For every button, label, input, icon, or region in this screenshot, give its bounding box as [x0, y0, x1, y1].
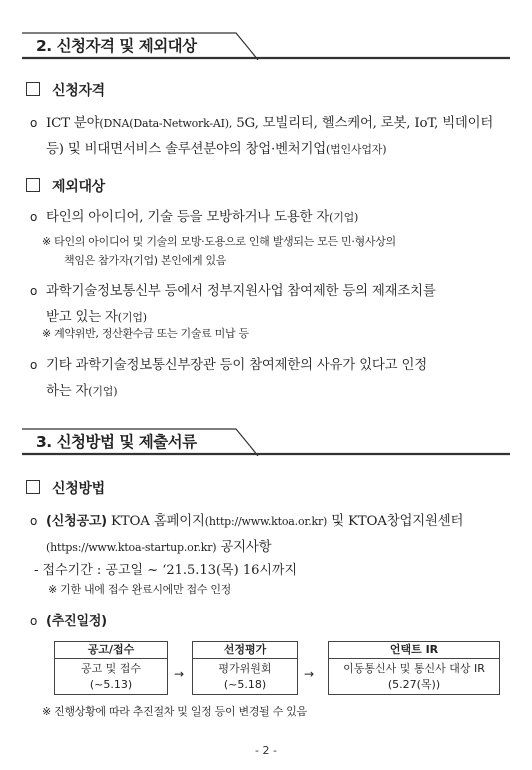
exclusion-bullet-1 — [30, 204, 502, 231]
exclusion-bullet3-small: (기업) — [88, 385, 118, 398]
note-mark: ※ — [42, 705, 51, 718]
schedule-header: 공고/접수 — [55, 642, 167, 659]
exclusion-note2-text: 계약위반, 정산환수금 또는 기술료 미납 등 — [54, 327, 249, 340]
subsection-method — [26, 478, 105, 498]
section-2-header — [22, 30, 510, 60]
schedule-box-announce — [54, 641, 168, 695]
eligibility-line2-small: (법인사업자) — [326, 143, 387, 156]
exclusion-bullet1-small: (기업) — [329, 211, 359, 224]
arrow-icon: → — [174, 667, 185, 681]
exclusion-bullet3-line1: 기타 과학기술정보통신부장관 등이 참여제한의 사유가 있다고 인정 — [46, 358, 427, 373]
bullet-mark: o — [30, 210, 38, 224]
period-note-text: 기한 내에 접수 완료시에만 접수 인정 — [60, 583, 231, 596]
schedule-box-ir — [328, 641, 500, 695]
exclusion-bullet1-text: 타인의 아이디어, 기술 등을 모방하거나 도용한 자 — [46, 210, 330, 225]
exclusion-note1-line1: 타인의 아이디어 및 기술의 모방·도용으로 인해 발생되는 모든 민·형사상의 — [54, 235, 396, 248]
announce-url1: (http://www.ktoa.or.kr) — [204, 515, 328, 528]
schedule-header: 선정평가 — [193, 642, 297, 659]
note-mark: ※ — [48, 583, 57, 596]
eligibility-line1-pre: ICT 분야 — [46, 116, 100, 131]
schedule-line1: 이동통신사 및 통신사 대상 IR — [343, 662, 485, 675]
announce-line2-post: 공지사항 — [216, 540, 272, 555]
exclusion-bullet-3 — [30, 352, 502, 405]
eligibility-bullet — [30, 110, 502, 163]
eligibility-line2-pre: 등) 및 비대면서비스 솔루션분야의 창업·벤처기업 — [46, 142, 327, 157]
subsection-eligibility — [26, 80, 105, 100]
note-mark: ※ — [42, 327, 51, 340]
announcement-bullet — [30, 508, 502, 561]
exclusion-bullet3-line2: 하는 자 — [46, 384, 89, 399]
checkbox-square-icon — [26, 178, 40, 192]
exclusion-label: 제외대상 — [52, 179, 105, 195]
bullet-mark: o — [30, 614, 38, 628]
section-2-title: 2. 신청자격 및 제외대상 — [36, 37, 197, 55]
schedule-note — [42, 702, 502, 721]
schedule-line2: (~5.18) — [223, 678, 267, 691]
section-3-header — [22, 426, 510, 456]
checkbox-square-icon — [26, 480, 40, 494]
exclusion-note1-line2: 책임은 참가자(기업) 본인에게 있음 — [64, 254, 227, 267]
method-label: 신청방법 — [52, 481, 105, 497]
schedule-box-evaluation — [192, 641, 298, 695]
bullet-mark: o — [30, 284, 38, 298]
schedule-header: 언택트 IR — [329, 642, 499, 659]
section-3-title: 3. 신청방법 및 제출서류 — [36, 433, 197, 451]
schedule-bullet — [30, 608, 502, 635]
schedule-line1: 공고 및 접수 — [80, 662, 142, 675]
schedule-note-text: 진행상황에 따라 추진절차 및 일정 등이 변경될 수 있음 — [54, 705, 307, 718]
bullet-mark: o — [30, 116, 38, 130]
page-number: - 2 - — [255, 744, 277, 757]
eligibility-label: 신청자격 — [52, 83, 105, 99]
exclusion-note-2 — [42, 324, 502, 343]
note-mark: ※ — [42, 235, 51, 248]
schedule-label: (추진일정) — [46, 614, 107, 629]
announce-line1: KTOA 홈페이지 — [106, 514, 205, 529]
schedule-line2: (~5.13) — [89, 678, 133, 691]
bullet-mark: o — [30, 358, 38, 372]
exclusion-bullet2-line1: 과학기술정보통신부 등에서 정부지원사업 참여제한 등의 제재조치를 — [46, 284, 436, 299]
bullet-mark: o — [30, 514, 38, 528]
schedule-line2: (5.27(목)) — [387, 678, 441, 691]
schedule-line1: 평가위원회 — [218, 662, 272, 675]
period-note — [48, 580, 508, 599]
subsection-exclusion — [26, 176, 105, 196]
arrow-icon: → — [304, 667, 315, 681]
eligibility-line1-post: 5G, 모빌리티, 헬스케어, 로봇, IoT, 빅데이터 — [232, 116, 494, 131]
eligibility-line1-small: (DNA(Data-Network-AI), — [99, 117, 233, 130]
application-period: - 접수기간 : 공고일 ~ ‘21.5.13(목) 16시까지 — [34, 563, 298, 578]
exclusion-bullet2-line2: 받고 있는 자 — [46, 310, 118, 325]
checkbox-square-icon — [26, 82, 40, 96]
announce-line1-post: 및 KTOA창업지원센터 — [327, 514, 464, 529]
announce-bold-label: (신청공고) — [46, 514, 107, 529]
exclusion-note-1 — [42, 232, 502, 270]
announce-url2: (https://www.ktoa-startup.or.kr) — [46, 541, 217, 554]
exclusion-bullet2-small: (기업) — [117, 311, 147, 324]
